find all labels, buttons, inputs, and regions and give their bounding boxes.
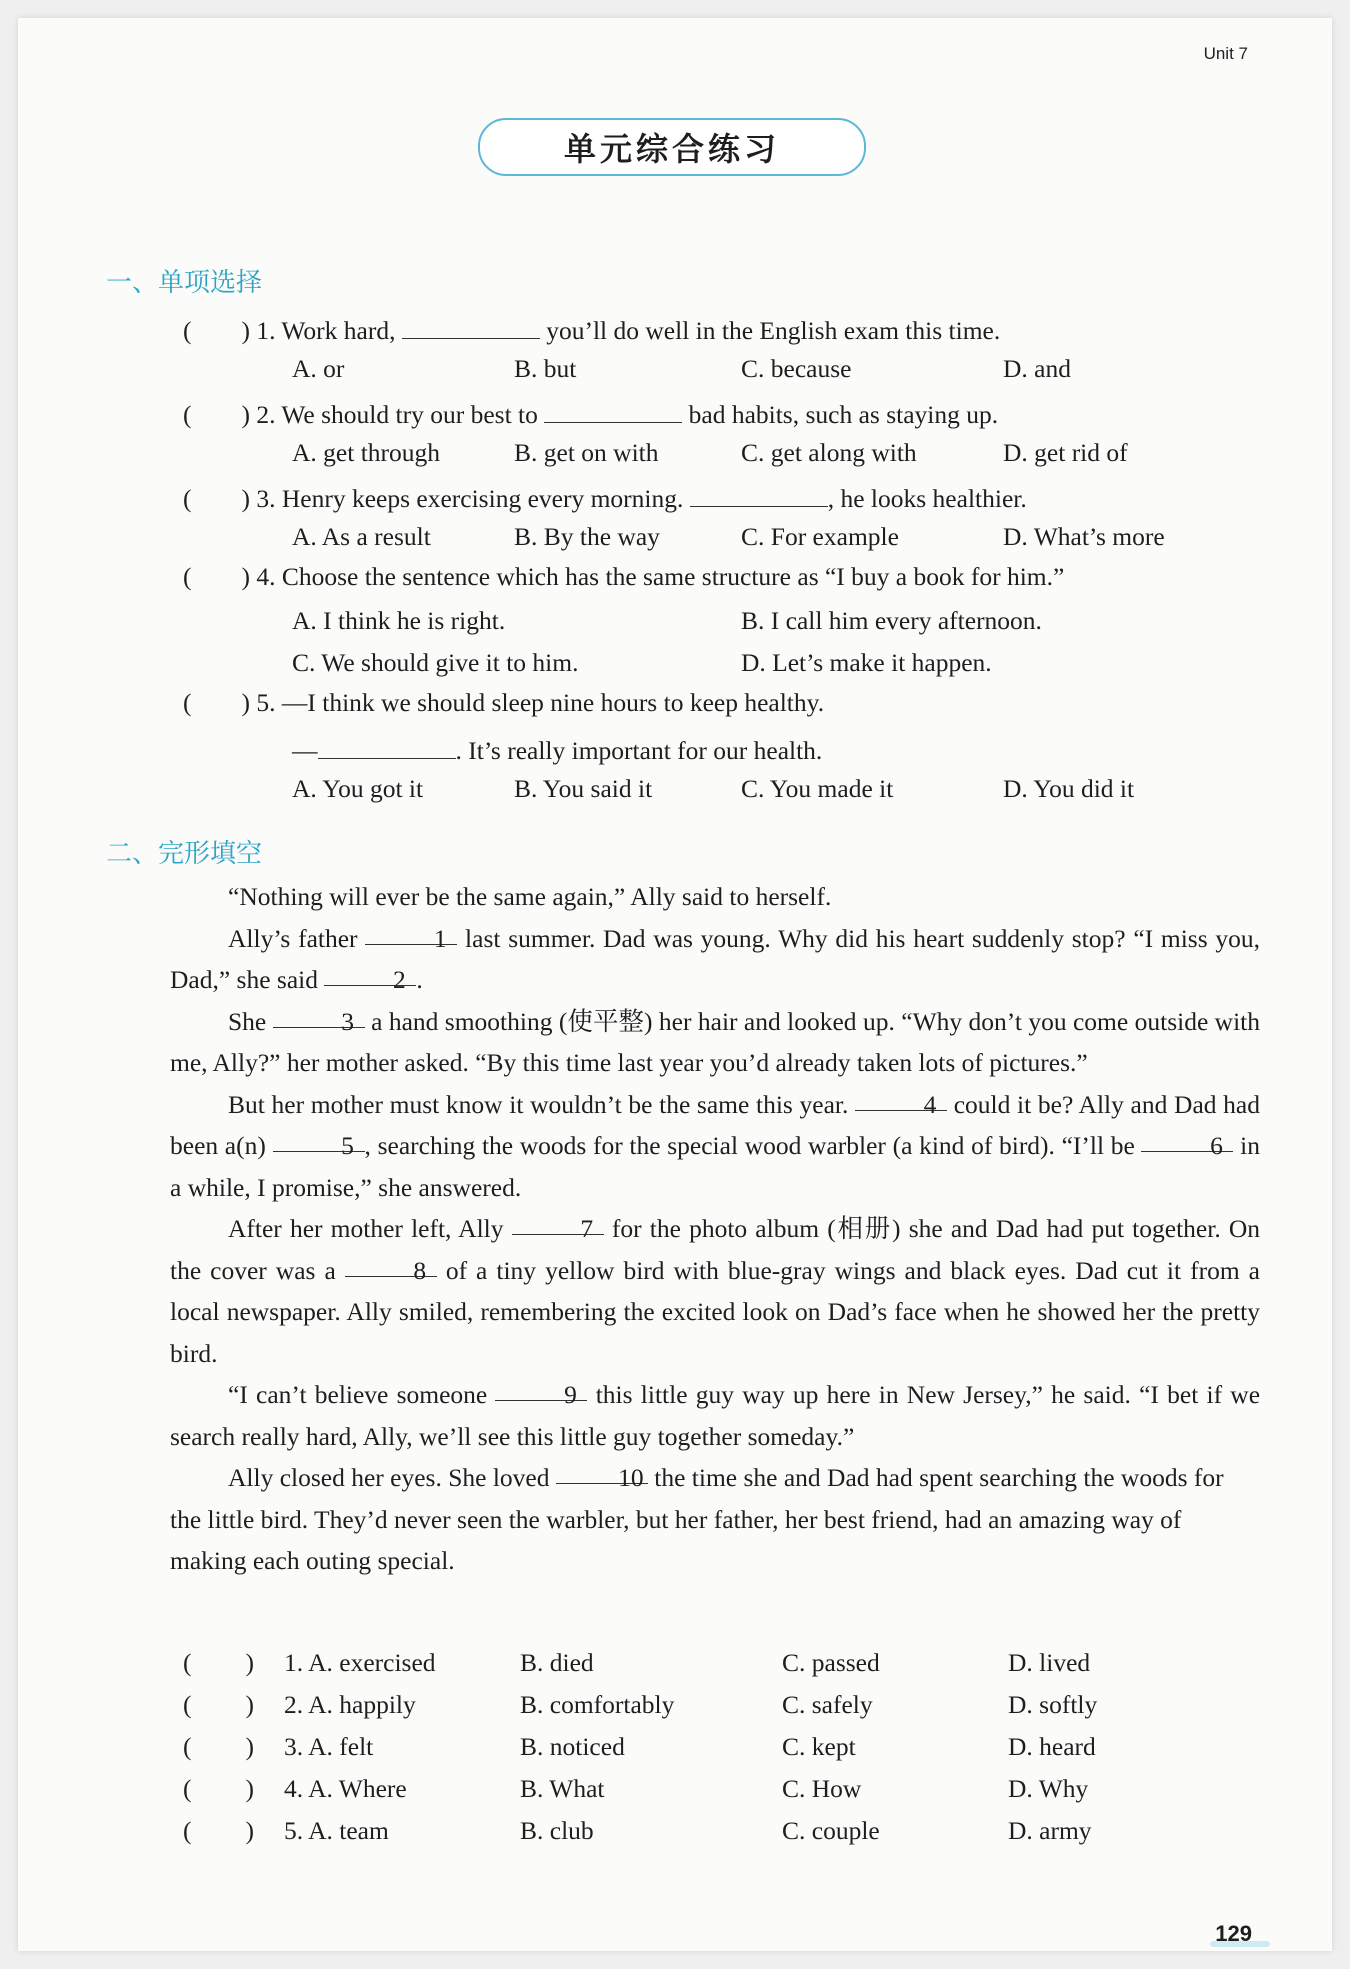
cloze-blank-9[interactable]: 9	[495, 1374, 587, 1401]
answer-2-option-c[interactable]: C. safely	[782, 1690, 873, 1719]
answer-1-option-b[interactable]: B. died	[520, 1648, 594, 1677]
answer-2-option-d[interactable]: D. softly	[1008, 1690, 1098, 1719]
answer-1-option-c[interactable]: C. passed	[782, 1648, 880, 1677]
answer-3-option-c[interactable]: C. kept	[782, 1732, 856, 1761]
answer-5-option-d[interactable]: D. army	[1008, 1816, 1092, 1845]
cloze-passage	[170, 876, 1260, 1582]
question-2: ( ) 2. We should try our best to bad habits, such as staying up.	[183, 396, 998, 428]
section2-title: 二、完形填空	[106, 839, 263, 869]
q1-option-a[interactable]: A. or	[292, 354, 345, 383]
section1-title: 一、单项选择	[106, 268, 263, 298]
q3-option-d[interactable]: D. What’s more	[1003, 522, 1165, 551]
answer-blank[interactable]	[690, 480, 828, 507]
question-5-reply: — . It’s really important for our health.	[292, 732, 822, 764]
answer-5-option-a[interactable]: 5. A. team	[284, 1816, 389, 1845]
q2-option-d[interactable]: D. get rid of	[1003, 438, 1128, 467]
paragraph-3: She 3 a hand smoothing (使平整) her hair and looked up. “Why don’t you come outside with me, Ally?” her mother asked. “By this time last year you’d already taken lots of pictures.”	[170, 1001, 1260, 1084]
unit-label: Unit 7	[1203, 44, 1248, 63]
answer-3-option-a[interactable]: 3. A. felt	[284, 1732, 374, 1761]
cloze-blank-8[interactable]: 8	[345, 1250, 437, 1277]
q2-option-c[interactable]: C. get along with	[741, 438, 917, 467]
cloze-blank-2[interactable]: 2	[324, 959, 416, 986]
question-3: ( ) 3. Henry keeps exercising every morning. , he looks healthier.	[183, 480, 1027, 512]
paragraph-1: “Nothing will ever be the same again,” Ally said to herself.	[228, 882, 832, 911]
paragraph-5: After her mother left, Ally 7 for the photo album (相册) she and Dad had put together. On the cover was a 8 of a tiny yellow bird with blue-gray wings and black eyes. Dad cut it from a local newspaper. Ally smiled, remembering the excited look on Dad’s face when he showed her the pretty bird.	[170, 1208, 1260, 1374]
answer-2-option-a[interactable]: 2. A. happily	[284, 1690, 416, 1719]
answer-5-option-c[interactable]: C. couple	[782, 1816, 880, 1845]
q1-option-d[interactable]: D. and	[1003, 354, 1071, 383]
cloze-blank-7[interactable]: 7	[512, 1208, 604, 1235]
paragraph-7: Ally closed her eyes. She loved 10 the time she and Dad had spent searching the woods for the little bird. They’d never seen the warbler, but her father, her best friend, had an amazing way of making each outing special.	[170, 1457, 1260, 1582]
answer-row-1: ( )	[183, 1648, 254, 1677]
answer-2-option-b[interactable]: B. comfortably	[520, 1690, 675, 1719]
answer-5-option-b[interactable]: B. club	[520, 1816, 594, 1845]
q3-option-b[interactable]: B. By the way	[514, 522, 660, 551]
answer-row-4: ( )	[183, 1774, 254, 1803]
question-5: ( ) 5. —I think we should sleep nine hours to keep healthy.	[183, 688, 825, 717]
cloze-blank-4[interactable]: 4	[855, 1084, 947, 1111]
answer-4-option-c[interactable]: C. How	[782, 1774, 862, 1803]
q5-option-c[interactable]: C. You made it	[741, 774, 894, 803]
answer-3-option-d[interactable]: D. heard	[1008, 1732, 1096, 1761]
q1-option-b[interactable]: B. but	[514, 354, 577, 383]
page-number: 129	[1215, 1921, 1252, 1946]
paragraph-4: But her mother must know it wouldn’t be the same this year. 4 could it be? Ally and Dad had been a(n) 5 , searching the woods for the special wood warbler (a kind of bird). “I’ll be 6 in a while, I promise,” she answered.	[170, 1084, 1260, 1209]
question-4: ( ) 4. Choose the sentence which has the same structure as “I buy a book for him.”	[183, 562, 1065, 591]
cloze-blank-10[interactable]: 10	[556, 1457, 648, 1484]
cloze-blank-6[interactable]: 6	[1141, 1125, 1233, 1152]
q4-option-d[interactable]: D. Let’s make it happen.	[741, 648, 992, 677]
q2-option-a[interactable]: A. get through	[292, 438, 441, 467]
q4-option-b[interactable]: B. I call him every afternoon.	[741, 606, 1042, 635]
q5-option-b[interactable]: B. You said it	[514, 774, 653, 803]
answer-4-option-a[interactable]: 4. A. Where	[284, 1774, 407, 1803]
answer-1-option-a[interactable]: 1. A. exercised	[284, 1648, 436, 1677]
q3-option-a[interactable]: A. As a result	[292, 522, 431, 551]
q4-option-a[interactable]: A. I think he is right.	[292, 606, 506, 635]
answer-row-2: ( )	[183, 1690, 254, 1719]
q3-option-c[interactable]: C. For example	[741, 522, 899, 551]
q4-option-c[interactable]: C. We should give it to him.	[292, 648, 579, 677]
answer-blank[interactable]	[318, 732, 456, 759]
answer-row-5: ( )	[183, 1816, 254, 1845]
q5-option-d[interactable]: D. You did it	[1003, 774, 1135, 803]
answer-4-option-d[interactable]: D. Why	[1008, 1774, 1089, 1803]
paragraph-2: Ally’s father 1 last summer. Dad was young. Why did his heart suddenly stop? “I miss you, Dad,” she said 2 .	[170, 918, 1260, 1001]
answer-row-3: ( )	[183, 1732, 254, 1761]
answer-1-option-d[interactable]: D. lived	[1008, 1648, 1091, 1677]
answer-blank[interactable]	[402, 312, 540, 339]
answer-blank[interactable]	[544, 396, 682, 423]
answer-3-option-b[interactable]: B. noticed	[520, 1732, 625, 1761]
q2-option-b[interactable]: B. get on with	[514, 438, 659, 467]
cloze-blank-3[interactable]: 3	[273, 1001, 365, 1028]
cloze-blank-5[interactable]: 5	[273, 1125, 365, 1152]
page-title: 单元综合练习	[478, 118, 866, 176]
paragraph-6: “I can’t believe someone 9 this little guy way up here in New Jersey,” he said. “I bet if we search really hard, Ally, we’ll see this little guy together someday.”	[170, 1374, 1260, 1457]
question-1: ( ) 1. Work hard, you’ll do well in the English exam this time.	[183, 312, 1000, 344]
cloze-blank-1[interactable]: 1	[365, 918, 457, 945]
q1-option-c[interactable]: C. because	[741, 354, 852, 383]
answer-4-option-b[interactable]: B. What	[520, 1774, 605, 1803]
q5-option-a[interactable]: A. You got it	[292, 774, 424, 803]
